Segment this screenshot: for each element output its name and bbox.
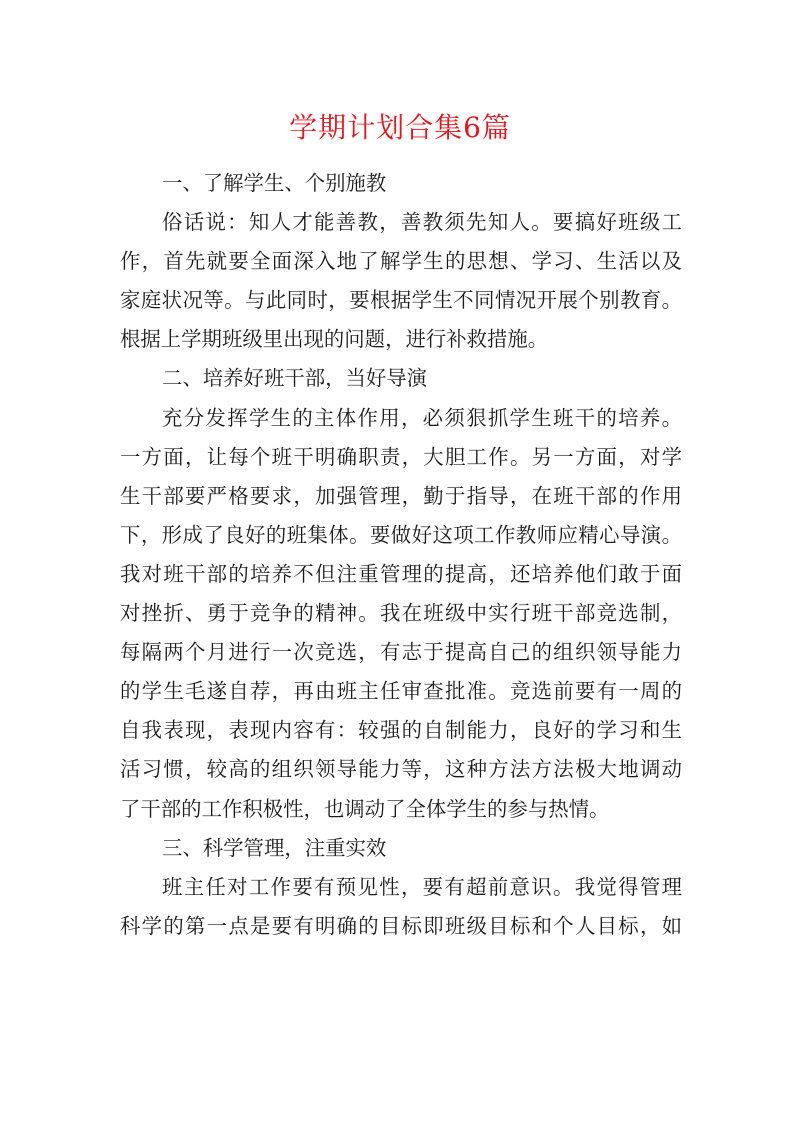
paragraph-line: 每隔两个月进行一次竞选，有志于提高自己的组织领导能力 — [120, 640, 682, 665]
paragraph-line: 家庭状况等。与此同时，要根据学生不同情况开展个别教育。 — [120, 288, 682, 313]
paragraph-line: 对挫折、勇于竞争的精神。我在班级中实行班干部竞选制， — [120, 601, 682, 626]
section-heading: 三、科学管理，注重实效 — [162, 835, 387, 860]
paragraph-line: 充分发挥学生的主体作用，必须狠抓学生班干的培养。 — [162, 405, 682, 430]
paragraph-line: 班主任对工作要有预见性，要有超前意识。我觉得管理 — [162, 874, 682, 899]
paragraph-line: 生干部要严格要求，加强管理，勤于指导，在班干部的作用 — [120, 483, 682, 508]
paragraph-line: 根据上学期班级里出现的问题，进行补救措施。 — [120, 327, 549, 352]
paragraph-line: 俗话说：知人才能善教，善教须先知人。要搞好班级工 — [162, 210, 682, 235]
paragraph-line: 下，形成了良好的班集体。要做好这项工作教师应精心导演。 — [120, 522, 682, 547]
paragraph-line: 了干部的工作积极性，也调动了全体学生的参与热情。 — [120, 796, 610, 821]
section-heading: 一、了解学生、个别施教 — [162, 171, 387, 195]
paragraph-line: 作，首先就要全面深入地了解学生的思想、学习、生活以及 — [120, 249, 682, 274]
paragraph-line: 科学的第一点是要有明确的目标即班级目标和个人目标，如 — [120, 913, 682, 938]
paragraph-line: 我对班干部的培养不但注重管理的提高，还培养他们敢于面 — [120, 561, 682, 586]
paragraph-line: 活习惯，较高的组织领导能力等，这种方法方法极大地调动 — [120, 757, 682, 782]
paragraph-line: 的学生毛遂自荐，再由班主任审查批准。竞选前要有一周的 — [120, 679, 682, 704]
paragraph-line: 一方面，让每个班干明确职责，大胆工作。另一方面，对学 — [120, 444, 682, 469]
paragraph-line: 自我表现，表现内容有：较强的自制能力，良好的学习和生 — [120, 718, 682, 743]
section-heading: 二、培养好班干部，当好导演 — [162, 366, 428, 391]
document-title: 学期计划合集6篇 — [289, 111, 511, 144]
document-body — [120, 164, 682, 946]
